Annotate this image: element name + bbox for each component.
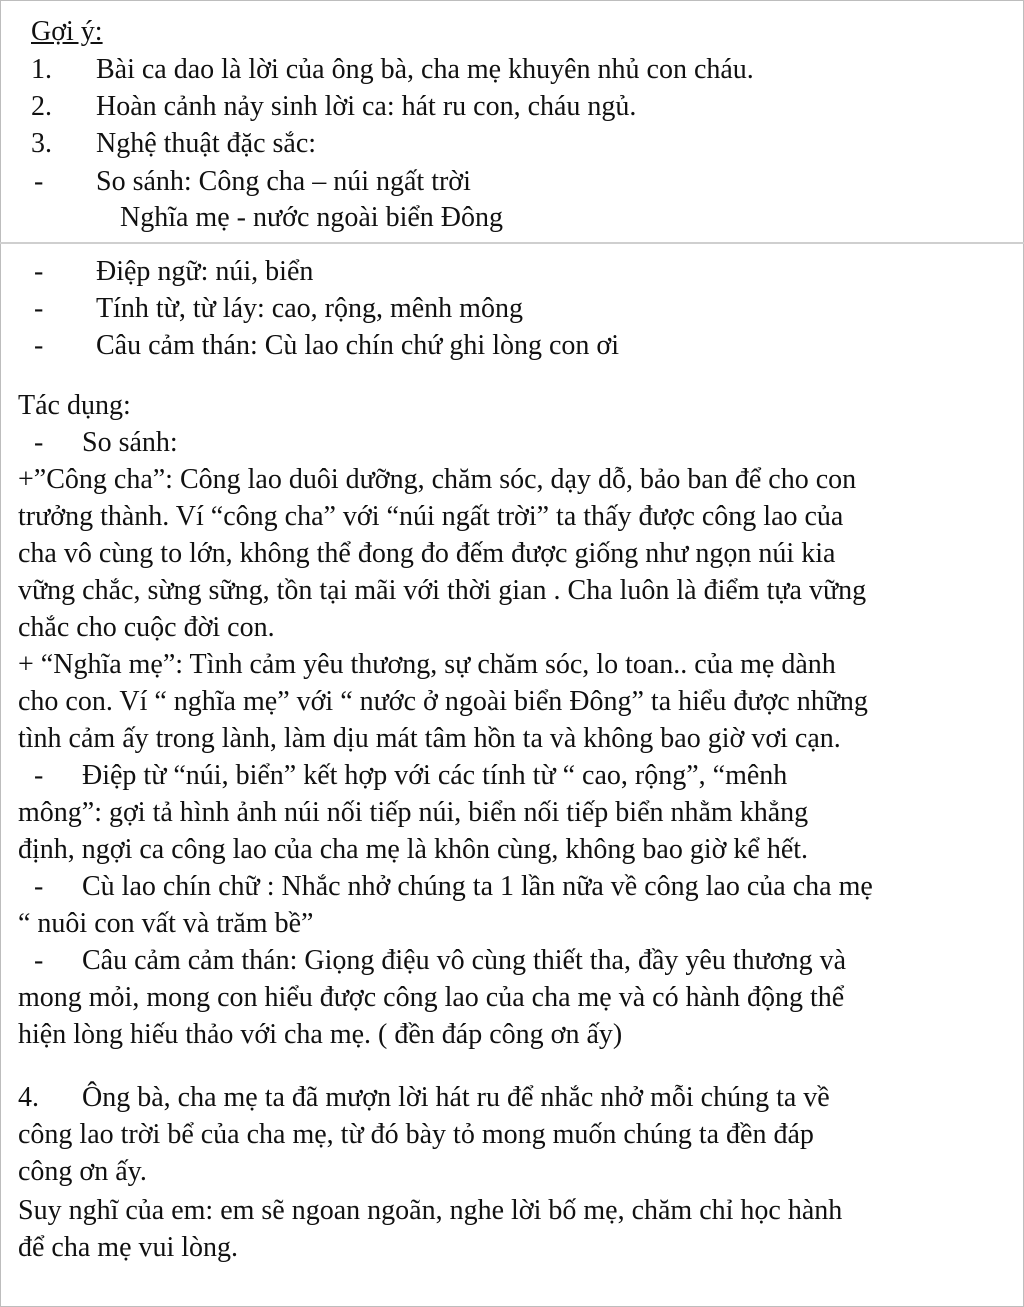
hint-item-number: 3. <box>31 128 52 159</box>
section-divider <box>0 242 1024 244</box>
bullet-dash: - <box>34 166 44 197</box>
effects-line: tình cảm ấy trong lành, làm dịu mát tâm hồn ta và không bao giờ vơi cạn. <box>18 723 841 754</box>
effects-line: + “Nghĩa mẹ”: Tình cảm yêu thương, sự chăm sóc, lo toan.. của mẹ dành <box>18 649 836 680</box>
art-point-text: Tính từ, từ láy: cao, rộng, mênh mông <box>96 293 523 324</box>
art-point-text: So sánh: Công cha – núi ngất trời <box>96 166 471 197</box>
effects-line-text: Cù lao chín chữ : Nhắc nhở chúng ta 1 lần nữa về công lao của cha mẹ <box>82 871 873 902</box>
effects-line: vững chắc, sừng sững, tồn tại mãi với thời gian . Cha luôn là điểm tựa vững <box>18 575 867 606</box>
conclusion-number: 4. <box>18 1082 39 1113</box>
bullet-dash: - <box>34 427 44 458</box>
bullet-dash: - <box>34 760 44 791</box>
effects-line-text: Câu cảm cảm thán: Giọng điệu vô cùng thiết tha, đầy yêu thương và <box>82 945 847 976</box>
bullet-dash: - <box>34 256 44 287</box>
art-point-text: Nghĩa mẹ - nước ngoài biển Đông <box>120 202 504 233</box>
effects-line-text: So sánh: <box>82 427 178 458</box>
hint-title: Gợi ý: <box>31 16 103 47</box>
art-point-text: Câu cảm thán: Cù lao chín chứ ghi lòng con ơi <box>96 330 619 361</box>
effects-title: Tác dụng: <box>18 390 131 421</box>
effects-line: mông”: gợi tả hình ảnh núi nối tiếp núi, biển nối tiếp biển nhằm khẳng <box>18 797 809 828</box>
conclusion-line: công lao trời bể của cha mẹ, từ đó bày tỏ mong muốn chúng ta đền đáp <box>18 1119 814 1150</box>
effects-line: “ nuôi con vất và trăm bề” <box>18 908 314 939</box>
effects-line: cha vô cùng to lớn, không thể đong đo đếm được giống như ngọn núi kia <box>18 538 836 569</box>
conclusion-line: Ông bà, cha mẹ ta đã mượn lời hát ru để nhắc nhở mỗi chúng ta về <box>82 1082 830 1113</box>
effects-line: định, ngợi ca công lao của cha mẹ là khôn cùng, không bao giờ kể hết. <box>18 834 809 865</box>
effects-line: mong mỏi, mong con hiểu được công lao của cha mẹ và có hành động thể <box>18 982 845 1013</box>
reflection-line: để cha mẹ vui lòng. <box>18 1232 239 1263</box>
effects-line: trưởng thành. Ví “công cha” với “núi ngất trời” ta thấy được công lao của <box>18 501 844 532</box>
effects-line: chắc cho cuộc đời con. <box>18 612 275 643</box>
hint-item-number: 2. <box>31 91 52 122</box>
conclusion-line: công ơn ấy. <box>18 1156 147 1187</box>
bullet-dash: - <box>34 871 44 902</box>
bullet-dash: - <box>34 330 44 361</box>
effects-line: cho con. Ví “ nghĩa mẹ” với “ nước ở ngoài biển Đông” ta hiểu được những <box>18 686 868 717</box>
reflection-line: Suy nghĩ của em: em sẽ ngoan ngoãn, nghe lời bố mẹ, chăm chỉ học hành <box>18 1195 843 1226</box>
hint-item-number: 1. <box>31 54 52 85</box>
hint-item-text: Hoàn cảnh nảy sinh lời ca: hát ru con, cháu ngủ. <box>96 91 637 122</box>
art-point-text: Điệp ngữ: núi, biển <box>96 256 314 287</box>
effects-line: +”Công cha”: Công lao duôi dưỡng, chăm sóc, dạy dỗ, bảo ban để cho con <box>18 464 857 495</box>
hint-item-text: Bài ca dao là lời của ông bà, cha mẹ khuyên nhủ con cháu. <box>96 54 754 85</box>
hint-item-text: Nghệ thuật đặc sắc: <box>96 128 317 159</box>
bullet-dash: - <box>34 293 44 324</box>
effects-line-text: Điệp từ “núi, biển” kết hợp với các tính từ “ cao, rộng”, “mênh <box>82 760 788 791</box>
effects-line: hiện lòng hiếu thảo với cha mẹ. ( đền đáp công ơn ấy) <box>18 1019 623 1050</box>
bullet-dash: - <box>34 945 44 976</box>
